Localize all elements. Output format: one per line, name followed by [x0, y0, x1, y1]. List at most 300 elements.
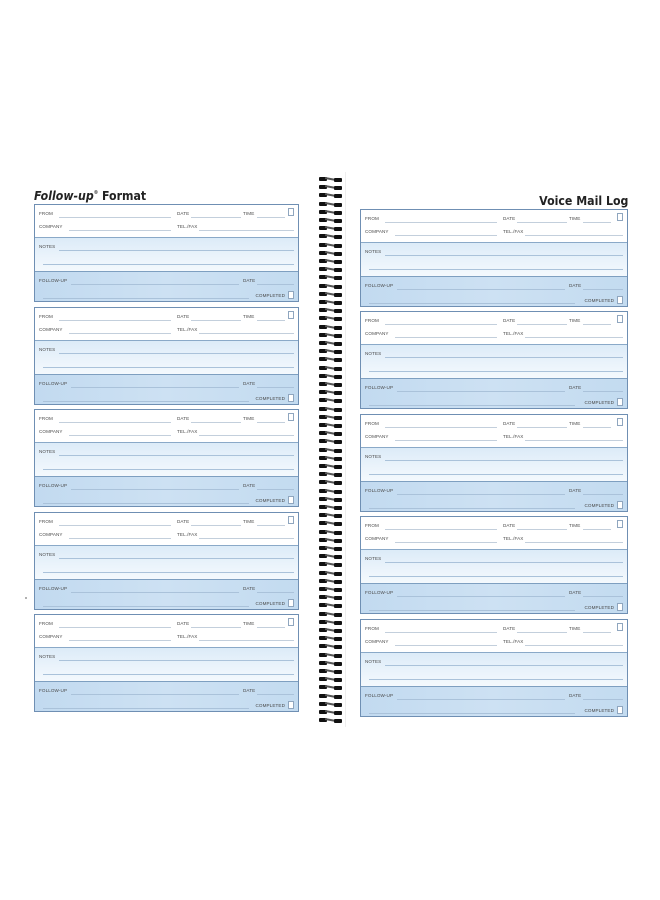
notes-line-2[interactable]: [369, 371, 623, 372]
followup-field[interactable]: [397, 494, 565, 495]
time-field[interactable]: [583, 529, 611, 530]
completed-checkbox[interactable]: [617, 296, 623, 304]
notes-line-1[interactable]: [59, 353, 294, 354]
spiral-coil: [318, 455, 344, 461]
spiral-coil: [318, 570, 344, 576]
notes-line-1[interactable]: [385, 665, 623, 666]
completed-checkbox[interactable]: [617, 706, 623, 714]
followup-line-2[interactable]: [369, 303, 575, 304]
followup-date-label: DATE: [569, 590, 582, 595]
date-field[interactable]: [517, 324, 567, 325]
followup-field[interactable]: [71, 694, 239, 695]
from-field[interactable]: [59, 627, 171, 628]
time-label: TIME: [569, 421, 581, 426]
time-label: TIME: [243, 211, 255, 216]
followup-label: FOLLOW-UP: [365, 590, 394, 595]
notes-line-1[interactable]: [385, 255, 623, 256]
message-form-5: [360, 619, 628, 717]
spiral-coil: [318, 676, 344, 682]
spiral-coil: [318, 488, 344, 494]
followup-section: [35, 374, 298, 404]
completed-checkbox[interactable]: [617, 603, 623, 611]
telfax-label: TEL./FAX: [177, 224, 198, 229]
from-field[interactable]: [385, 427, 497, 428]
checkbox-top[interactable]: [617, 520, 623, 528]
message-form-4: [34, 512, 299, 610]
header-section: [361, 312, 627, 344]
spiral-coil: [318, 504, 344, 510]
telfax-label: TEL./FAX: [503, 639, 524, 644]
spiral-coil: [318, 438, 344, 444]
company-label: COMPANY: [365, 434, 389, 439]
from-field[interactable]: [385, 529, 497, 530]
telfax-label: TEL./FAX: [503, 331, 524, 336]
title-italic: Follow-up: [34, 188, 94, 203]
spiral-coil: [318, 192, 344, 198]
checkbox-top[interactable]: [288, 413, 294, 421]
completed-label: COMPLETED: [255, 601, 285, 606]
message-form-2: [34, 307, 299, 405]
company-label: COMPANY: [365, 229, 389, 234]
spiral-coil: [318, 414, 344, 420]
left-page: [28, 170, 308, 725]
spiral-coil: [318, 258, 344, 264]
company-label: COMPANY: [39, 327, 63, 332]
followup-field[interactable]: [71, 387, 239, 388]
company-label: COMPANY: [39, 429, 63, 434]
spiral-coil: [318, 561, 344, 567]
followup-section: [35, 579, 298, 609]
followup-label: FOLLOW-UP: [39, 586, 68, 591]
message-form-4: [360, 516, 628, 614]
followup-line-2[interactable]: [43, 503, 249, 504]
checkbox-top[interactable]: [617, 418, 623, 426]
followup-label: FOLLOW-UP: [39, 381, 68, 386]
checkbox-top[interactable]: [288, 516, 294, 524]
completed-label: COMPLETED: [255, 293, 285, 298]
completed-checkbox[interactable]: [288, 496, 294, 504]
date-label: DATE: [503, 421, 516, 426]
notes-label: NOTES: [365, 659, 382, 664]
time-label: TIME: [569, 318, 581, 323]
followup-date-label: DATE: [569, 693, 582, 698]
followup-section: [35, 681, 298, 711]
date-field[interactable]: [517, 529, 567, 530]
time-field[interactable]: [257, 217, 285, 218]
from-field[interactable]: [59, 525, 171, 526]
spiral-coil: [318, 315, 344, 321]
telfax-label: TEL./FAX: [177, 327, 198, 332]
telfax-label: TEL./FAX: [177, 429, 198, 434]
followup-date-field[interactable]: [583, 699, 623, 700]
date-field[interactable]: [517, 427, 567, 428]
telfax-field[interactable]: [199, 333, 294, 334]
followup-section: [35, 271, 298, 301]
telfax-field[interactable]: [525, 645, 623, 646]
date-field[interactable]: [191, 422, 241, 423]
followup-date-label: DATE: [243, 688, 256, 693]
notes-line-2[interactable]: [369, 576, 623, 577]
checkbox-top[interactable]: [288, 618, 294, 626]
telfax-label: TEL./FAX: [177, 634, 198, 639]
spiral-coil: [318, 176, 344, 182]
company-field[interactable]: [395, 645, 497, 646]
telfax-field[interactable]: [525, 337, 623, 338]
date-label: DATE: [503, 523, 516, 528]
company-label: COMPANY: [39, 532, 63, 537]
time-field[interactable]: [583, 222, 611, 223]
date-label: DATE: [177, 416, 190, 421]
spiral-coil: [318, 397, 344, 403]
spiral-coil: [318, 365, 344, 371]
from-label: FROM: [365, 523, 379, 528]
followup-line-2[interactable]: [369, 610, 575, 611]
followup-label: FOLLOW-UP: [365, 283, 394, 288]
notes-line-2[interactable]: [43, 572, 294, 573]
followup-label: FOLLOW-UP: [39, 278, 68, 283]
notes-line-2[interactable]: [43, 674, 294, 675]
followup-date-field[interactable]: [257, 694, 294, 695]
followup-date-field[interactable]: [257, 592, 294, 593]
registered-mark: ®: [93, 190, 99, 196]
notes-line-2[interactable]: [369, 269, 623, 270]
notes-line-1[interactable]: [59, 250, 294, 251]
followup-date-field[interactable]: [583, 494, 623, 495]
notes-section: [35, 237, 298, 271]
telfax-field[interactable]: [525, 440, 623, 441]
spiral-coil: [318, 406, 344, 412]
notes-line-2[interactable]: [369, 474, 623, 475]
followup-field[interactable]: [71, 284, 239, 285]
spiral-coil: [318, 512, 344, 518]
message-form-3: [360, 414, 628, 512]
header-section: [361, 620, 627, 652]
spiral-coil: [318, 545, 344, 551]
company-field[interactable]: [395, 235, 497, 236]
from-field[interactable]: [385, 632, 497, 633]
spiral-coil: [318, 520, 344, 526]
spiral-coil: [318, 537, 344, 543]
completed-label: COMPLETED: [255, 703, 285, 708]
notes-label: NOTES: [365, 351, 382, 356]
followup-line-2[interactable]: [369, 405, 575, 406]
followup-date-label: DATE: [243, 586, 256, 591]
followup-section: [361, 276, 627, 306]
completed-checkbox[interactable]: [617, 501, 623, 509]
message-form-3: [34, 409, 299, 507]
from-field[interactable]: [59, 422, 171, 423]
date-field[interactable]: [191, 627, 241, 628]
spiral-coil: [318, 668, 344, 674]
notes-section: [361, 344, 627, 378]
followup-line-2[interactable]: [369, 508, 575, 509]
followup-section: [361, 686, 627, 716]
followup-section: [35, 476, 298, 506]
telfax-field[interactable]: [199, 640, 294, 641]
spiral-coil: [318, 348, 344, 354]
followup-label: FOLLOW-UP: [39, 688, 68, 693]
completed-label: COMPLETED: [584, 400, 614, 405]
spiral-coil: [318, 594, 344, 600]
company-field[interactable]: [395, 440, 497, 441]
telfax-field[interactable]: [525, 542, 623, 543]
company-field[interactable]: [395, 337, 497, 338]
company-label: COMPANY: [365, 639, 389, 644]
time-label: TIME: [243, 416, 255, 421]
from-field[interactable]: [385, 222, 497, 223]
spiral-coil: [318, 217, 344, 223]
completed-checkbox[interactable]: [288, 701, 294, 709]
completed-checkbox[interactable]: [288, 599, 294, 607]
followup-field[interactable]: [397, 289, 565, 290]
from-label: FROM: [39, 211, 53, 216]
from-field[interactable]: [59, 320, 171, 321]
telfax-label: TEL./FAX: [177, 532, 198, 537]
completed-label: COMPLETED: [584, 708, 614, 713]
telfax-field[interactable]: [199, 230, 294, 231]
completed-checkbox[interactable]: [617, 398, 623, 406]
telfax-label: TEL./FAX: [503, 536, 524, 541]
followup-section: [361, 378, 627, 408]
date-field[interactable]: [191, 217, 241, 218]
completed-checkbox[interactable]: [288, 394, 294, 402]
time-label: TIME: [569, 626, 581, 631]
followup-line-2[interactable]: [43, 708, 249, 709]
notes-line-2[interactable]: [43, 469, 294, 470]
notes-section: [361, 549, 627, 583]
time-field[interactable]: [257, 627, 285, 628]
date-label: DATE: [177, 621, 190, 626]
notes-line-1[interactable]: [59, 558, 294, 559]
from-label: FROM: [365, 216, 379, 221]
company-label: COMPANY: [365, 331, 389, 336]
notes-section: [35, 442, 298, 476]
company-field[interactable]: [69, 538, 171, 539]
header-section: [35, 410, 298, 442]
notes-label: NOTES: [365, 249, 382, 254]
spiral-coil: [318, 381, 344, 387]
company-label: COMPANY: [39, 634, 63, 639]
completed-label: COMPLETED: [255, 396, 285, 401]
spiral-coil: [318, 471, 344, 477]
followup-line-2[interactable]: [43, 298, 249, 299]
followup-date-label: DATE: [569, 488, 582, 493]
telfax-field[interactable]: [199, 538, 294, 539]
spiral-coil: [318, 529, 344, 535]
spiral-coil: [318, 307, 344, 313]
completed-label: COMPLETED: [584, 503, 614, 508]
company-field[interactable]: [69, 333, 171, 334]
spiral-coil: [318, 578, 344, 584]
page-speck: [25, 597, 27, 599]
followup-date-field[interactable]: [583, 289, 623, 290]
followup-line-2[interactable]: [43, 401, 249, 402]
followup-label: FOLLOW-UP: [365, 385, 394, 390]
time-label: TIME: [569, 523, 581, 528]
spiral-coil: [318, 299, 344, 305]
from-field[interactable]: [385, 324, 497, 325]
spiral-coil: [318, 324, 344, 330]
checkbox-top[interactable]: [288, 311, 294, 319]
time-label: TIME: [243, 314, 255, 319]
followup-field[interactable]: [71, 592, 239, 593]
time-field[interactable]: [583, 324, 611, 325]
followup-date-field[interactable]: [583, 391, 623, 392]
notes-line-1[interactable]: [385, 562, 623, 563]
from-label: FROM: [39, 519, 53, 524]
followup-date-label: DATE: [569, 283, 582, 288]
telfax-field[interactable]: [199, 435, 294, 436]
date-label: DATE: [177, 519, 190, 524]
from-label: FROM: [365, 626, 379, 631]
spiral-coil: [318, 627, 344, 633]
notes-label: NOTES: [39, 552, 56, 557]
notes-section: [35, 545, 298, 579]
notes-label: NOTES: [365, 454, 382, 459]
header-section: [35, 308, 298, 340]
date-field[interactable]: [191, 525, 241, 526]
from-label: FROM: [39, 621, 53, 626]
checkbox-top[interactable]: [617, 213, 623, 221]
company-field[interactable]: [69, 640, 171, 641]
followup-field[interactable]: [397, 596, 565, 597]
spiral-coil: [318, 463, 344, 469]
spiral-coil: [318, 619, 344, 625]
spiral-coil: [318, 684, 344, 690]
spiral-coil: [318, 717, 344, 723]
page-title-voice-mail-log: Voice Mail Log: [538, 193, 628, 208]
time-field[interactable]: [583, 427, 611, 428]
date-field[interactable]: [517, 632, 567, 633]
followup-date-field[interactable]: [257, 489, 294, 490]
from-label: FROM: [365, 318, 379, 323]
spiral-coil: [318, 332, 344, 338]
followup-date-field[interactable]: [583, 596, 623, 597]
followup-line-2[interactable]: [43, 606, 249, 607]
spiral-coil: [318, 602, 344, 608]
spiral-coil: [318, 611, 344, 617]
followup-field[interactable]: [397, 699, 565, 700]
date-label: DATE: [503, 318, 516, 323]
telfax-field[interactable]: [525, 235, 623, 236]
spiral-coil: [318, 389, 344, 395]
checkbox-top[interactable]: [288, 208, 294, 216]
date-field[interactable]: [191, 320, 241, 321]
checkbox-top[interactable]: [617, 315, 623, 323]
notes-label: NOTES: [39, 347, 56, 352]
header-section: [35, 513, 298, 545]
notes-line-1[interactable]: [59, 660, 294, 661]
message-form-2: [360, 311, 628, 409]
date-label: DATE: [177, 314, 190, 319]
completed-label: COMPLETED: [584, 298, 614, 303]
header-section: [361, 517, 627, 549]
date-label: DATE: [503, 216, 516, 221]
time-label: TIME: [243, 621, 255, 626]
followup-date-label: DATE: [243, 278, 256, 283]
completed-label: COMPLETED: [255, 498, 285, 503]
spiral-coil: [318, 233, 344, 239]
notes-line-1[interactable]: [385, 357, 623, 358]
telfax-label: TEL./FAX: [503, 434, 524, 439]
spiral-coil: [318, 291, 344, 297]
date-label: DATE: [503, 626, 516, 631]
time-field[interactable]: [583, 632, 611, 633]
from-label: FROM: [39, 416, 53, 421]
header-section: [361, 210, 627, 242]
date-field[interactable]: [517, 222, 567, 223]
time-field[interactable]: [257, 320, 285, 321]
completed-checkbox[interactable]: [288, 291, 294, 299]
followup-date-field[interactable]: [257, 387, 294, 388]
right-page: [346, 172, 636, 727]
spiral-coil: [318, 660, 344, 666]
spiral-coil: [318, 356, 344, 362]
spiral-coil: [318, 430, 344, 436]
followup-line-2[interactable]: [369, 713, 575, 714]
time-field[interactable]: [257, 525, 285, 526]
spiral-coil: [318, 283, 344, 289]
spiral-coil: [318, 479, 344, 485]
spiral-coil: [318, 266, 344, 272]
company-field[interactable]: [395, 542, 497, 543]
followup-label: FOLLOW-UP: [39, 483, 68, 488]
notes-line-2[interactable]: [43, 264, 294, 265]
followup-label: FOLLOW-UP: [365, 693, 394, 698]
notes-label: NOTES: [39, 244, 56, 249]
time-field[interactable]: [257, 422, 285, 423]
notes-label: NOTES: [39, 654, 56, 659]
notes-line-2[interactable]: [369, 679, 623, 680]
spiral-coil: [318, 201, 344, 207]
notes-section: [361, 652, 627, 686]
followup-date-label: DATE: [243, 483, 256, 488]
followup-field[interactable]: [397, 391, 565, 392]
from-field[interactable]: [59, 217, 171, 218]
notes-section: [35, 340, 298, 374]
checkbox-top[interactable]: [617, 623, 623, 631]
spiral-coil: [318, 422, 344, 428]
header-section: [35, 205, 298, 237]
company-field[interactable]: [69, 435, 171, 436]
time-label: TIME: [569, 216, 581, 221]
followup-label: FOLLOW-UP: [365, 488, 394, 493]
followup-date-label: DATE: [569, 385, 582, 390]
followup-date-field[interactable]: [257, 284, 294, 285]
notes-label: NOTES: [39, 449, 56, 454]
followup-section: [361, 583, 627, 613]
from-label: FROM: [39, 314, 53, 319]
spiral-coil: [318, 373, 344, 379]
spiral-coil: [318, 586, 344, 592]
notes-line-1[interactable]: [385, 460, 623, 461]
spiral-binding: [318, 176, 344, 726]
page-title-follow-up-format: [34, 188, 146, 203]
followup-field[interactable]: [71, 489, 239, 490]
spiral-coil: [318, 184, 344, 190]
spiral-coil: [318, 209, 344, 215]
company-field[interactable]: [69, 230, 171, 231]
telfax-label: TEL./FAX: [503, 229, 524, 234]
followup-section: [361, 481, 627, 511]
title-rest: Format: [98, 188, 147, 203]
from-label: FROM: [365, 421, 379, 426]
notes-line-2[interactable]: [43, 367, 294, 368]
spiral-coil: [318, 250, 344, 256]
company-label: COMPANY: [365, 536, 389, 541]
notes-line-1[interactable]: [59, 455, 294, 456]
message-form-1: [360, 209, 628, 307]
